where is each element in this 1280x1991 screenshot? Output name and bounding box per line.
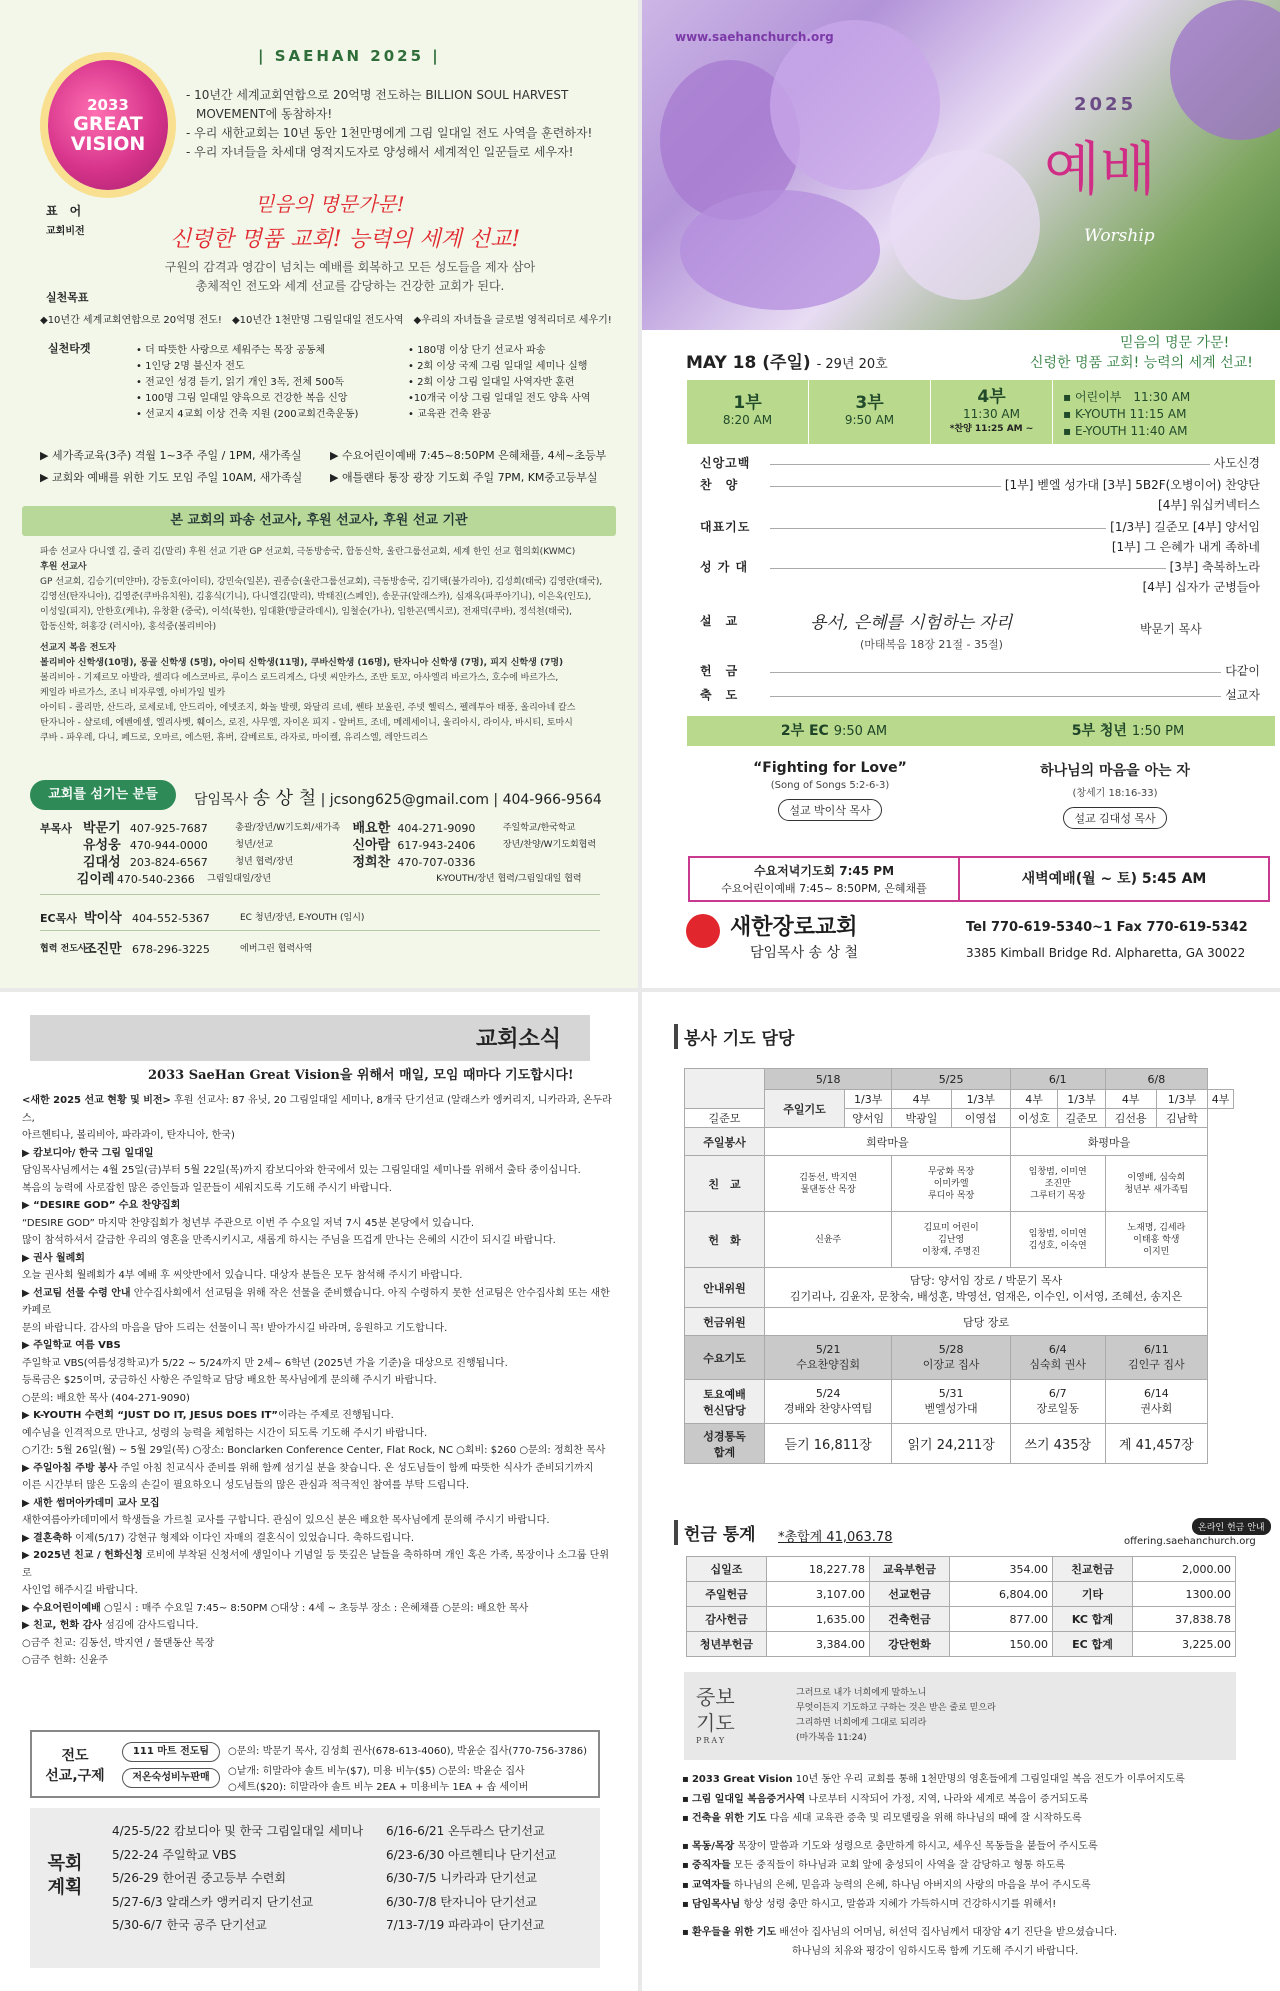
soap-sale-tag: 저온숙성비누판매 [122,1768,220,1788]
divider [40,930,600,931]
news-line: ▶ 새한 썸머아카데미 교사 모집 [22,1497,160,1509]
targets-left: • 더 따뜻한 사랑으로 세워주는 목장 공동체 • 1인당 2명 불신자 전도 • 전교인 성경 듣기, 읽기 개인 3독, 전체 500독 • 100명 그림 일대일 양육으로 건강한 복음 신앙 • 선교지 4교회 이상 건축 지원 (200교회건축운동) [136,345,359,420]
motto-label: 표 어 [46,204,82,218]
table-row: 헌 화 신윤주 김묘미 어린이 김난영 이창재, 주명진 임창범, 이미연 김성호, 이숙연 노재명, 김세라 이태홍 학생 이지민 [685,1212,1234,1268]
lilac-flower [680,190,880,310]
news-line: 아르헨티나, 볼리비아, 파라과이, 탄자니아, 한국) [22,1130,235,1141]
news-line: ▶ 선교팀 선물 수령 안내 안수집사회에서 선교팀을 위해 작은 선물을 준비했습니다. 아직 수령하지 못한 선교팀은 안수집사회 또는 새한카페로 [22,1287,610,1316]
news-line: ▶ “DESIRE GOD” 수요 찬양집회 [22,1200,181,1211]
order-row: 신앙고백 사도신경 [700,456,1260,470]
order-row: 헌 금 다같이 [700,664,1260,678]
offering-stats-title: 헌금 통계 [674,1520,756,1545]
list-item: ▪ 환우들을 위한 기도 배선아 집사님의 어머님, 허선덕 집사님께서 대장암 4기 진단을 받으셨습니다. [682,1926,1118,1938]
outreach-box: 전도 선교,구제 111 마트 전도팀 저온숙성비누판매 ○문의: 박문기 목사, 김성희 권사(678-613-4060), 박윤순 집사(770-756-3786) ○낱개: 히말라야 솔트 비누($7), 미용 비누($5) ○문의: 박윤순 집사 ○세트($20): 히말라야 솔트 비누 2EA + 미용비누 1EA + 솝 세이버 [30,1730,600,1798]
service-3: 3부 9:50 AM [809,380,931,444]
news-list [22,1092,612,1670]
staff-row: 김대성 203-824-6567 청년 협력/장년 정희찬 470-707-0336 [82,855,476,870]
senior-pastor-line: 담임목사 송 상 철 | jcsong625@gmail.com | 404-966-9564 [194,788,602,809]
table-row: 토요예배 헌신담당 5/24 경배와 찬양사역팀 5/31 벧엘성가대 6/7 장로일동 6/14 권사회 [685,1380,1234,1424]
young-adult-sermon: 하나님의 마음을 아는 자 (창세기 18:16-33) 설교 김대성 목사 [970,760,1260,829]
service-roster-panel [640,990,1280,1991]
staff-section-label: 교회를 섬기는 분들 [30,780,176,810]
great-vision-logo: 2033 GREAT VISION [48,60,168,190]
news-line: 복음의 능력에 사로잡힌 많은 증인들과 일꾼들이 세워지도록 기도해 주시기 바랍니다. [22,1182,392,1194]
roster-title: 봉사 기도 담당 [674,1024,794,1049]
pastor-email[interactable]: | jcsong625@gmail.com | [320,792,499,808]
mission-statement: 구원의 감격과 영감이 넘치는 예배를 회복하고 모든 성도들을 제자 삼아 총체적인 전도와 세계 선교를 감당하는 건강한 교회가 된다. [164,260,536,293]
staff-row: 협력 전도사 조진만 678-296-3225 에버그린 협력사역 [40,942,313,957]
offering-url[interactable]: offering.saehanchurch.org [1124,1536,1256,1547]
order-row: 설 교 [700,614,739,628]
fold-line-horizontal [0,988,1280,992]
sermon-preacher: 박문기 목사 [1140,622,1202,636]
worship-title: 예배 [1044,135,1157,203]
list-item: ▪ 중직자들 모든 중직들이 하나님과 교회 앞에 충성되이 사역을 잘 감당하고 형통 하도록 [682,1860,1066,1871]
news-line: ▶ 주일아침 주방 봉사 주일 아침 친교식사 준비를 위해 함께 섬기실 분을 찾습니다. 온 성도님들이 함께 따뜻한 식사가 준비되기까지 [22,1462,594,1474]
news-subtitle: 2033 SaeHan Great Vision을 위해서 매일, 모임 때마다 기도합시다! [148,1068,574,1083]
order-row: [4부] 십자가 군병들아 [700,578,1260,598]
motto-calligraphy-2: 신령한 명품 교회! 능력의 세계 선교! [170,227,521,252]
news-panel [0,990,640,1991]
order-row: [4부] 워십커넥터스 [700,496,1260,516]
missionary-list: 파송 선교사 다니엘 김, 줄리 김(말리) 후원 선교 기관 GP 선교회, 극동방송국, 합동신학, 울란그룹선교회, 세계 한인 선교 협의회(KWMC) 후원 선교사 GP 선교회, 김승기(미얀마), 강동호(아이티), 강민숙(일본), 권종승(울란그룹선교회), 극동방송국, 김기택(불가리아), 김성희(태국) 김영란(태국), 김영선(탄자니아), 김영준(쿠바유치원), 김홍식(기니), 다니엘김(말리), 박태진(스페인), 송문규(알래스카), 심재옥(파푸아기니), 이은옥(인도), 이성일(피지), 안한호(케냐), 유창환 (중국), 이석(북한), 임대환(방글라데시), 임철순(가나), 임한곤(멕시코), 전재덕(쿠바), 정석천(태국), 합동신학, 허홍강 (러시아), 홍석중(볼리비아) 선교지 복음 전도자 볼리비아 신학생(10명), 몽골 신학생 (5명), 아이티 신학생(11명), 쿠바신학생 (16명), 탄자니아 신학생 (7명), 피지 신학생 (7명) 볼리비아 - 기제르모 아발라, 셀리다 에스코바르, 루이스 로드리게스, 다넷 씨안카스, 조반 토꼬, 아사엘리 바르가스, 호수에 바르가스, 케일라 바르가스, 조니 비자루엘, 아비가일 빌카 아이티 - 콜리만, 산드라, 로세로네, 안드리아, 에넷조지, 화놀 발렛, 와달리 르네, 쎈타 보울린, 주넷 헬릭스, 펠레투아 태풍, 올리아네 칼스 탄자니아 - 샬로테, 에벤에셀, 엘리사벳, 훼이스, 로진, 사무엘, 자이온 피지 - 알버트, 조네, 메레세이니, 울리아시, 라이사, 바시티, 토마시 쿠바 - 파우레, 다니, 페드로, 오마르, 에스떤, 휴버, 갈베르토, 라자로, 마이켈, 유리스엘, 레안드리스 [40,547,603,743]
sermon-title: 용서, 은혜를 시험하는 자리 [810,613,1013,633]
staff-directory [40,820,620,958]
order-row: 성 가 대 [3부] 축복하노라 [700,560,1260,574]
order-row: [1부] 그 은혜가 내게 족하네 [700,538,1260,558]
order-row: 축 도 설교자 [700,688,1260,702]
news-line: 이른 시간부터 많은 도움의 손길이 필요하오니 성도님들의 많은 관심과 적극적인 참여를 부탁 드립니다. [22,1480,470,1491]
sermon-scripture: (마태복음 18장 21절 - 35절) [860,638,1003,651]
prayer-verse: 그러므로 내가 너희에게 말하노니 무엇이든지 기도하고 구하는 것은 받은 줄로 믿으라 그리하면 너희에게 그대로 되리라 (마가복음 11:24) [796,1688,996,1743]
list-item: ▪ 목동/목장 목장이 말씀과 기도와 성령으로 충만하게 하시고, 세우신 목동들을 붙들어 주시도록 [682,1840,1098,1852]
table-row: 주일헌금 3,107.00 선교헌금 6,804.00 기타 1300.00 [687,1582,1236,1607]
service-date: MAY 18 (주일) - 29년 20호 [686,353,888,373]
intercession-banner: 중보 기도 PRAY 그러므로 내가 너희에게 말하노니 무엇이든지 기도하고 구하는 것은 받은 줄로 믿으라 그리하면 너희에게 그대로 되리라 (마가복음 11:24) [684,1672,1236,1760]
worship-subtitle: Worship [1084,226,1155,246]
news-line: 새한여름아카데미에서 학생들을 가르칠 교사를 구합니다. 관심이 있으신 분은 배요한 목사님에게 문의해 주시기 바랍니다. [22,1515,550,1526]
service-1: 1부 8:20 AM [687,380,809,444]
news-line: 등록금은 $25이며, 궁금하신 사항은 주일학교 담당 배요한 목사님에게 문의해 주시기 바랍니다. [22,1375,437,1386]
lilac-hero-image [640,0,1280,330]
order-row: 찬 양 [1부] 벧엘 성가대 [3부] 5B2F(오병이어) 찬양단 [700,478,1260,492]
brand-heading: | SAEHAN 2025 | [258,47,441,65]
service-4: 4부 11:30 AM *찬양 11:25 AM ~ [931,380,1053,444]
missionary-section-header: 본 교회의 파송 선교사, 후원 선교사, 후원 선교 기관 [22,506,616,536]
table-row: 성경통독 합계 듣기 16,811장 읽기 24,211장 쓰기 435장 계 41,457장 [685,1424,1234,1464]
table-row: 십일조 18,227.78 교육부헌금 354.00 친교헌금 2,000.00 [687,1557,1236,1582]
news-line: ○문의: 배요한 목사 (404-271-9090) [22,1392,190,1404]
evangelism-team-tag: 111 마트 전도팀 [122,1742,220,1762]
divider [40,894,600,895]
news-line: 오늘 권사회 월례회가 4부 예배 후 씨앗반에서 있습니다. 대상자 분들은 모두 참석해 주시기 바랍니다. [22,1270,463,1281]
news-line: <새한 2025 선교 현황 및 비전> 후원 선교사: 87 유닛, 20 그림일대일 세미나, 8개국 단기선교 (알래스카 엥커리지, 니카라과, 온두라스, [22,1095,612,1124]
lilac-flower [1170,0,1280,140]
news-line: ▶ 2025년 친교 / 헌화신청 로비에 부착된 신청서에 생일이나 기념일 등 뜻깊은 날들을 축하하며 개인 혹은 가족, 목장이나 소그룹 단위로 [22,1550,609,1579]
targets-right: • 180명 이상 단기 선교사 파송 • 2회 이상 국제 그림 일대일 세미나 실행 • 2회 이상 그림 일대일 사역자반 훈련 •10개국 이상 그림 일대일 전도 양육 사역 • 교육관 건축 완공 [408,345,591,420]
church-logo-icon [686,914,720,948]
plan-list-left: 4/25-5/22 캄보디아 및 한국 그림일대일 세미나 5/22-24 주일학교 VBS 5/26-29 한어권 중고등부 수련회 5/27-6/3 알래스카 앵커리지 단기선교 5/30-6/7 한국 공주 단기선교 [112,1824,364,1932]
ministry-plan-box: 목회 계획 4/25-5/22 캄보디아 및 한국 그림일대일 세미나 5/22-24 주일학교 VBS 5/26-29 한어권 중고등부 수련회 5/27-6/3 알래스카 앵커리지 단기선교 5/30-6/7 한국 공주 단기선교 6/16-6/21 온두라스 단기선교 6/23-6/30 아르헨티나 단기선교 6/30-7/5 니카라과 단기선교 6/30-7/8 탄자니아 단기선교 7/13-7/19 파라과이 단기선교 [30,1808,600,1968]
staff-row: 김이레 470-540-2366 그림일대일/장년 K-YOUTH/장년 협력/그림일대일 협력 [76,872,582,887]
news-line: 문의 바랍니다. 감사의 마음을 담아 드리는 선물이니 꼭! 받아가시길 바라며, 응원하고 기도합니다. [22,1322,448,1334]
news-line: 주일학교 VBS(여름성경학교)가 5/22 ~ 5/24까지 만 2세~ 6학년 (2025년 가을 기준)을 대상으로 진행됩니다. [22,1357,508,1369]
service-roster-table [684,1068,1234,1464]
youth-services: ▪ 어린이부 11:30 AM ▪ K-YOUTH 11:15 AM ▪ E-YOUTH 11:40 AM [1063,390,1191,438]
staff-row: 부목사 박문기 407-925-7687 총괄/장년/W기도회/새가족 배요한 404-271-9090 주일학교/한국학교 [40,821,576,836]
table-row: 길준모 양서임 박광일 이영섭 이성호 길준모 김선용 김남학 [685,1109,1234,1128]
website-link[interactable]: www.saehanchurch.org [675,30,834,44]
ec-service-bar: 2부 EC 9:50 AM 5부 청년 1:50 PM [687,716,1275,746]
fold-line-vertical [638,0,642,1991]
online-offering-button[interactable]: 온라인 헌금 안내 [1192,1518,1271,1535]
goals-list: ◆10년간 세계교회연합으로 20억명 전도! ◆10년간 1천만명 그림일대일 전도사역 ◆우리의 자녀들을 글로벌 영적리더로 세우기! [40,315,612,326]
list-item: ▪ 그림 일대일 복음증거사역 나로부터 시작되어 가정, 지역, 나라와 세계로 복음이 증거되도록 [682,1793,1089,1805]
staff-row: 유성웅 470-944-0000 청년/선교 신아람 617-943-2406 장년/찬양/W기도회협력 [82,838,597,853]
motto-line-2: 신령한 명품 교회! 능력의 세계 선교! [1030,355,1253,371]
list-item: ▪ 2033 Great Vision 10년 동안 우리 교회를 통해 1천만명의 영혼들에게 그림일대일 복음 전도가 이루어지도록 [682,1774,1185,1785]
goal-label: 실천목표 [46,291,89,304]
table-row: 수요기도 5/21 수요찬양집회 5/28 이장교 집사 6/4 심숙희 권사 6/11 김인구 집사 [685,1336,1234,1380]
lilac-flower [770,20,940,190]
news-line: “DESIRE GOD” 마지막 찬양집회가 청년부 주관으로 이번 주 수요일 저녁 7시 45분 본당에서 있습니다. [22,1217,475,1229]
news-line: ▶ K-YOUTH 수련회 “JUST DO IT, JESUS DOES IT”이라는 주제로 진행됩니다. [22,1410,394,1421]
plan-list-right: 6/16-6/21 온두라스 단기선교 6/23-6/30 아르헨티나 단기선교 6/30-7/5 니카라과 단기선교 6/30-7/8 탄자니아 단기선교 7/13-7/19 파라과이 단기선교 [386,1824,557,1932]
list-item: ▪ 교역자들 하나님의 은혜, 믿음과 능력의 은혜, 하나님 아버지의 사랑의 마음을 부어 주시도록 [682,1879,1091,1891]
news-title: 교회소식 [476,1027,562,1052]
church-name: 새한장로교회 [730,915,858,940]
ec-sermon: “Fighting for Love” (Song of Songs 5:2-6-3) 설교 박이삭 목사 [700,760,960,821]
table-row: 헌금위원 담당 장로 [685,1308,1234,1336]
news-line: ▶ 친교, 헌화 감사 섬김에 감사드립니다. [22,1620,199,1631]
news-line: 담임목사님께서는 4월 25일(금)부터 5월 22일(목)까지 캄보디아와 한국에서 있는 그림일대일 세미나를 위해서 출타 중이십니다. [22,1165,581,1176]
worship-panel [640,0,1280,990]
table-row: 감사헌금 1,635.00 건축헌금 877.00 KC 합계 37,838.78 [687,1607,1236,1632]
news-line: ▶ 캄보디아/ 한국 그림 일대일 [22,1147,154,1159]
news-line: 사인업 해주시길 바랍니다. [22,1585,138,1596]
news-line: ○기간: 5월 26일(월) ~ 5월 29일(목) ○장소: Bonclarken Conference Center, Flat Rock, NC ○회비: $260 ○문의: 정희찬 목사 [22,1445,606,1456]
motto-line-1: 믿음의 명문 가문! [1120,335,1230,351]
table-row: 주일기도 1/3부 4부 1/3부 4부 1/3부 4부 1/3부 4부 [685,1090,1234,1109]
news-line: ▶ 수요어린이예배 ○일시 : 매주 수요일 7:45~ 8:50PM ○대상 : 4세 ~ 초등부 장소 : 은혜채플 ○문의: 배요한 목사 [22,1602,529,1614]
news-line: ○금주 친교: 김동선, 박지연 / 물댄동산 목장 [22,1637,215,1649]
meeting-schedule: ▶ 세가족교육(3주) 격월 1~3주 주일 / 1PM, 새가족실 ▶ 수요어린이예배 7:45~8:50PM 은혜채플, 4세~초등부 ▶ 교회와 예배를 위한 기도 모임 주일 10AM, 새가족실 ▶ 애틀랜타 통장 광장 기도회 주일 7PM, KM중고등부실 [40,449,607,484]
list-item: 하나님의 치유와 평강이 임하시도록 함께 기도해 주시기 바랍니다. [792,1946,1079,1957]
church-address: 3385 Kimball Bridge Rd. Alpharetta, GA 30022 [966,946,1246,960]
news-line: ▶ 권사 월례회 [22,1252,85,1264]
list-item: ▪ 담임목사님 항상 성령 충만 하시고, 말씀과 지혜가 가득하시며 건강하시기를 위해서! [682,1899,1057,1910]
staff-row: EC목사 박이삭 404-552-5367 EC 청년/장년, E-YOUTH (임시) [40,911,365,926]
prayer-requests [682,1770,1262,1962]
service-times-bar [687,380,1275,444]
year-label: 2025 [1074,94,1137,115]
table-row: 청년부헌금 3,384.00 강단헌화 150.00 EC 합계 3,225.00 [687,1632,1236,1657]
table-row: 안내위원 담당: 양서임 장로 / 박문기 목사 김기리나, 김윤자, 문창숙, 배성훈, 박영선, 엄재은, 이수인, 이서영, 조혜선, 송지은 [685,1268,1234,1308]
news-line: 많이 참석하셔서 갈급한 우리의 영혼을 만족시키시고, 새롭게 하시는 주님을 뜨겁게 만나는 은혜의 시간이 되시길 바랍니다. [22,1235,556,1246]
table-row: 주일봉사 희락마을 화평마을 [685,1128,1234,1156]
news-line: ○금주 헌화: 신윤주 [22,1655,109,1666]
offering-table [686,1556,1236,1657]
vision-statements: - 10년간 세계교회연합으로 20억명 전도하는 BILLION SOUL HARVEST MOVEMENT에 동참하자! - 우리 새한교회는 10년 동안 1천만명에게 그림 일대일 전도 사역을 훈련하자! - 우리 자녀들을 차세대 영적지도자로 양성해서 세계적인 일꾼들로 세우자! [186,88,593,159]
table-row: 5/18 5/25 6/1 6/8 [685,1069,1234,1090]
church-contact: Tel 770-619-5340~1 Fax 770-619-5342 [966,920,1248,935]
vision-panel [0,0,640,990]
target-label: 실천타겟 [48,342,91,355]
news-line: ▶ 결혼축하 이제(5/17) 강현규 형제와 이다인 자매의 결혼식이 있었습니다. 축하드립니다. [22,1532,414,1544]
church-vision-label: 교회비전 [46,226,85,237]
church-pastor: 담임목사 송 상 철 [750,945,859,961]
list-item: ▪ 건축을 위한 기도 다음 세대 교육관 증축 및 리모델링을 위해 하나님의 때에 잘 시작하도록 [682,1813,1082,1824]
pastor-phone: 404-966-9564 [502,792,602,808]
weekday-services-box: 수요저녁기도회 7:45 PM 수요어린이예배 7:45~ 8:50PM, 은혜채플 새벽예배(월 ~ 토) 5:45 AM [688,856,1270,902]
order-row: 대표기도 [1/3부] 길준모 [4부] 양서임 [700,520,1260,534]
news-line: ▶ 주일학교 여름 VBS [22,1340,121,1351]
motto-calligraphy-1: 믿음의 명문가문! [255,192,405,216]
offering-total: *총합계 41,063.78 [778,1530,893,1545]
news-line: 예수님을 인격적으로 만나고, 성령의 능력을 체험하는 시간이 되도록 기도해 주시기 바랍니다. [22,1427,428,1439]
lilac-flower [890,150,1040,300]
table-row: 친 교 김동선, 박지연 물댄동산 목장 무궁화 목장 이미카엘 루디아 목장 임창범, 이미연 조진만 그루터기 목장 이영배, 심숙희 청년부 새가족팀 [685,1156,1234,1212]
